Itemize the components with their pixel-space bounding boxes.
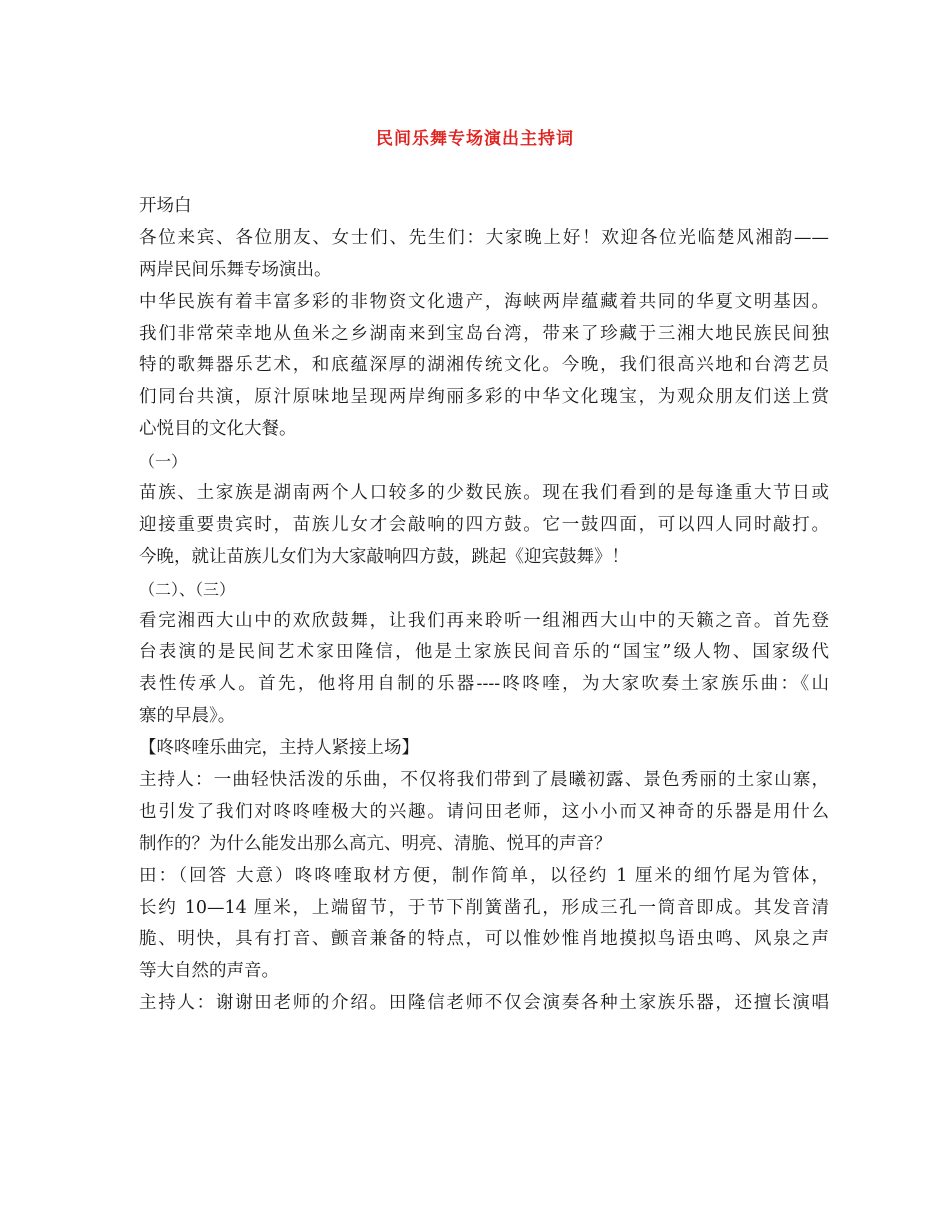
text-line: 长约 10—14 厘米，上端留节，于节下削簧凿孔，形成三孔一筒音即成。其发音清: [139, 897, 829, 918]
text-line: 今晚，就让苗族儿女们为大家敲响四方鼓，跳起《迎宾鼓舞》！: [139, 546, 629, 567]
text-line: 等大自然的声音。: [139, 961, 279, 982]
text-line: 特的歌舞器乐艺术，和底蕴深厚的湖湘传统文化。今晚，我们很高兴地和台湾艺员: [139, 355, 829, 376]
text-line: 我们非常荣幸地从鱼米之乡湖南来到宝岛台湾，带来了珍藏于三湘大地民族民间独: [139, 323, 829, 344]
text-line: 【咚咚喹乐曲完，主持人紧接上场】: [139, 738, 419, 759]
document-title: 民间乐舞专场演出主持词: [376, 129, 574, 149]
text-line: 苗族、土家族是湖南两个人口较多的少数民族。现在我们看到的是每逢重大节日或: [139, 483, 829, 504]
text-line: 心悦目的文化大餐。: [139, 419, 297, 440]
text-line: 各位来宾、各位朋友、女士们、先生们：大家晚上好！欢迎各位光临楚风湘韵——: [139, 227, 829, 248]
text-line: 也引发了我们对咚咚喹极大的兴趣。请问田老师，这小小而又神奇的乐器是用什么: [139, 801, 829, 822]
text-line: 表性传承人。首先，他将用自制的乐器----咚咚喹，为大家吹奏土家族乐曲：《山: [139, 674, 829, 695]
text-line: 中华民族有着丰富多彩的非物资文化遗产，海峡两岸蕴藏着共同的华夏文明基因。: [139, 291, 829, 312]
document-body: [139, 191, 829, 1020]
text-line: 脆、明快，具有打音、颤音兼备的特点，可以惟妙惟肖地摸拟鸟语虫鸣、风泉之声: [139, 929, 829, 950]
text-line: 主持人：谢谢田老师的介绍。田隆信老师不仅会演奏各种土家族乐器，还擅长演唱: [139, 993, 829, 1014]
text-line: 开场白: [139, 196, 192, 216]
text-line: （一）: [139, 452, 188, 472]
text-line: 迎接重要贵宾时，苗族儿女才会敲响的四方鼓。它一鼓四面，可以四人同时敲打。: [139, 514, 829, 535]
text-line: 主持人：一曲轻快活泼的乐曲，不仅将我们带到了晨曦初露、景色秀丽的土家山寨，: [139, 770, 829, 791]
text-line: （二）、（三）: [139, 579, 236, 599]
text-line: 们同台共演，原汁原味地呈现两岸绚丽多彩的中华文化瑰宝，为观众朋友们送上赏: [139, 387, 829, 408]
text-line: 台表演的是民间艺术家田隆信，他是土家族民间音乐的“国宝”级人物、国家级代: [139, 642, 829, 663]
text-line: 看完湘西大山中的欢欣鼓舞，让我们再来聆听一组湘西大山中的天籁之音。首先登: [139, 610, 829, 631]
text-line: 两岸民间乐舞专场演出。: [139, 259, 332, 280]
text-line: 田：（回答 大意）咚咚喹取材方便，制作简单，以径约 1 厘米的细竹尾为管体，: [139, 865, 829, 886]
text-line: 寨的早晨》。: [139, 706, 236, 727]
text-line: 制作的？为什么能发出那么高亢、明亮、清脆、悦耳的声音？: [139, 833, 612, 854]
